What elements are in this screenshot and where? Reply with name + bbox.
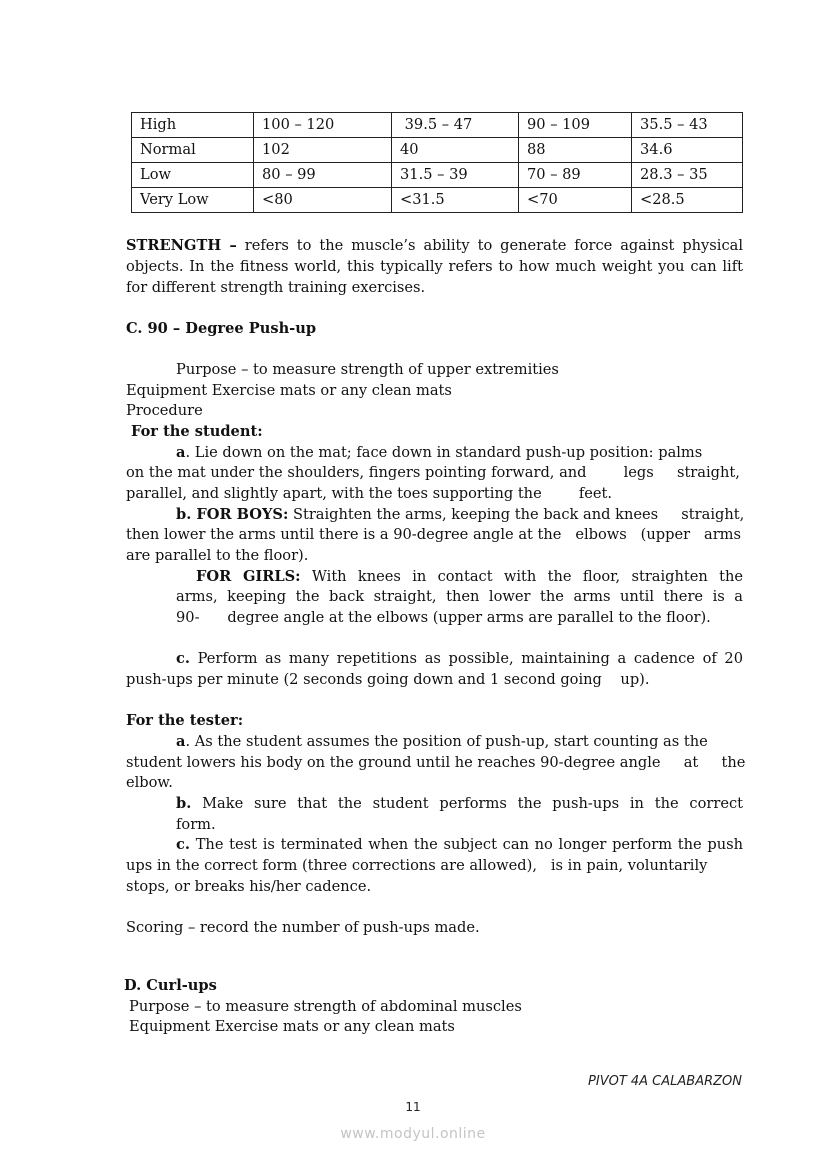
tester-b-line-1 [176,794,743,815]
table-cell: High [132,113,254,138]
table-cell: 31.5 – 39 [392,163,519,188]
table-cell: <80 [254,188,392,213]
pushup-equipment: Equipment Exercise mats or any clean mats [126,382,452,399]
table-cell: 28.3 – 35 [632,163,743,188]
student-a-marker: a [176,444,186,461]
tester-c-text-1: The test is terminated when the subject can no longer perform the push [195,836,743,853]
student-c-line-2: push-ups per minute (2 seconds going down and 1 second going up). [126,671,650,688]
tester-c-line-2: ups in the correct form (three corrections are allowed), is in pain, voluntarily [126,857,708,874]
boys-label: . FOR BOYS: [186,506,289,523]
student-b-line-1 [176,505,744,526]
student-a-line-3: parallel, and slightly apart, with the toes supporting the feet. [126,485,613,502]
score-table [131,112,743,213]
tester-c-marker: c. [176,836,190,853]
pushup-purpose: Purpose – to measure strength of upper extremities [176,361,559,378]
tester-a-line-1 [176,732,708,753]
student-b-marker: b [176,506,187,523]
curlups-equipment: Equipment Exercise mats or any clean mats [129,1018,455,1035]
tester-a-line-3: elbow. [126,774,173,791]
tester-c-line-1 [176,835,743,856]
tester-a-line-2: student lowers his body on the ground until he reaches 90-degree angle at the [126,754,746,771]
page-number: 11 [405,1100,421,1114]
curlups-heading: D. Curl-ups [124,977,217,994]
table-cell: 102 [254,138,392,163]
table-cell: <70 [519,188,632,213]
strength-term: STRENGTH – [126,237,237,254]
table-cell: 34.6 [632,138,743,163]
student-a-line-2: on the mat under the shoulders, fingers pointing forward, and legs straight, [126,464,740,481]
table-cell: Low [132,163,254,188]
table-cell: 70 – 89 [519,163,632,188]
girls-label: FOR GIRLS: [196,568,301,585]
table-cell: <31.5 [392,188,519,213]
student-c-line-1 [176,649,743,670]
strength-line-3: for different strength training exercises. [126,279,426,296]
table-cell: 40 [392,138,519,163]
student-a-text-1: . Lie down on the mat; face down in standard push-up position: palms [185,444,703,461]
tester-c-line-3: stops, or breaks his/her cadence. [126,878,372,895]
tester-b-text-1: Make sure that the student performs the push-ups in the correct [202,795,743,812]
girls-line-1 [196,567,743,588]
tester-a-text-1: . As the student assumes the position of push-up, start counting as the [185,733,708,750]
strength-text-1: refers to the muscle’s ability to generate force against physical [244,237,743,254]
student-a-line-1 [176,443,702,464]
girls-line-2: arms, keeping the back straight, then lower the arms until there is a [176,588,743,605]
table-row [132,163,743,188]
student-c-text-1: Perform as many repetitions as possible, maintaining a cadence of 20 [197,650,743,667]
student-b-text-1: Straighten the arms, keeping the back and knees straight, [292,506,745,523]
girls-text-1: With knees in contact with the floor, straighten the [311,568,744,585]
student-heading: For the student: [131,423,263,440]
footer-label: PIVOT 4A CALABARZON [588,1074,742,1089]
tester-a-marker: a [176,733,186,750]
strength-line-2: objects. In the fitness world, this typically refers to how much weight you can lift [126,258,743,275]
score-table-body [132,113,743,213]
table-cell: 39.5 – 47 [392,113,519,138]
table-row [132,138,743,163]
student-b-line-3: are parallel to the floor). [126,547,309,564]
table-row [132,188,743,213]
watermark: www.modyul.online [340,1126,486,1142]
tester-b-marker: b. [176,795,192,812]
table-cell: 100 – 120 [254,113,392,138]
student-c-marker: c. [176,650,190,667]
table-row [132,113,743,138]
pushup-procedure: Procedure [126,402,203,419]
table-cell: 35.5 – 43 [632,113,743,138]
pushup-heading: C. 90 – Degree Push-up [126,320,317,337]
table-cell: <28.5 [632,188,743,213]
tester-b-line-2: form. [176,816,216,833]
curlups-purpose: Purpose – to measure strength of abdominal muscles [129,998,522,1015]
table-cell: 80 – 99 [254,163,392,188]
student-b-line-2: then lower the arms until there is a 90-degree angle at the elbows (upper arms [126,526,741,543]
girls-line-3: 90- degree angle at the elbows (upper arms are parallel to the floor). [176,609,711,626]
table-cell: 88 [519,138,632,163]
pushup-scoring: Scoring – record the number of push-ups made. [126,919,480,936]
table-cell: 90 – 109 [519,113,632,138]
table-cell: Very Low [132,188,254,213]
strength-line-1 [126,236,743,257]
tester-heading: For the tester: [126,712,244,729]
table-cell: Normal [132,138,254,163]
